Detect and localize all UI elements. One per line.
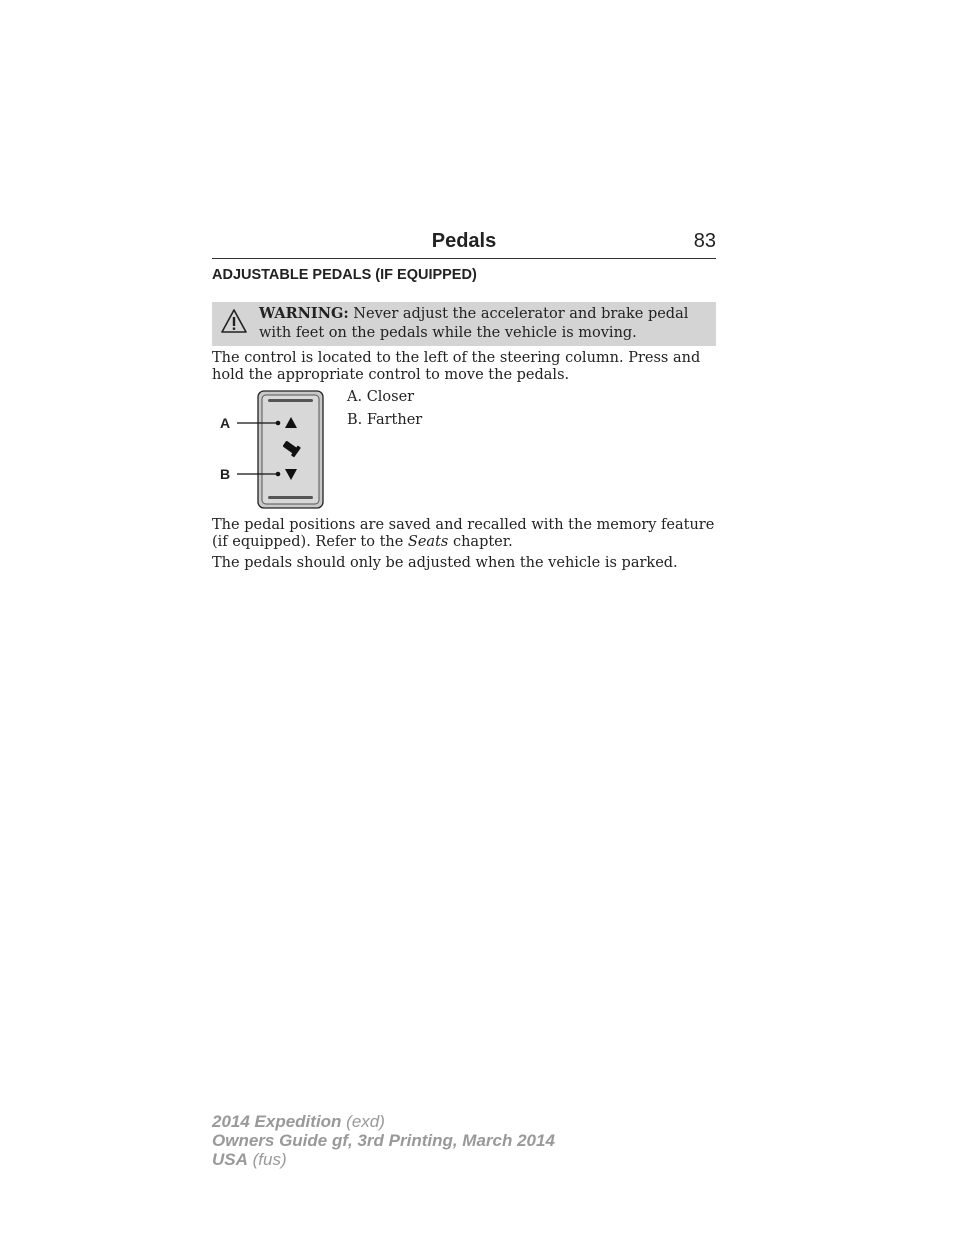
- warning-triangle-icon: [220, 308, 248, 334]
- pedal-control-figure: [212, 390, 332, 510]
- footer-line-3: [212, 1150, 555, 1169]
- warning-text: [259, 304, 709, 343]
- paragraph-parked: The pedals should only be adjusted when the vehicle is parked.: [212, 555, 678, 571]
- memory-text-start: The pedal positions are saved and recalled with the memory feature (if equipped). Refer to the: [212, 517, 715, 550]
- footer-region-code: (fus): [247, 1150, 287, 1169]
- footer-model-code: (exd): [341, 1112, 385, 1131]
- callout-b: B. Farther: [347, 412, 423, 428]
- page-title: Pedals: [431, 230, 497, 252]
- warning-label: WARNING:: [259, 305, 349, 322]
- page-number: 83: [693, 230, 716, 252]
- warning-box: [212, 302, 716, 346]
- footer-guide: Owners Guide gf, 3rd Printing, March 2014: [212, 1131, 555, 1150]
- page-header: [212, 228, 716, 259]
- section-heading: ADJUSTABLE PEDALS (IF EQUIPPED): [212, 267, 477, 283]
- callout-a: A. Closer: [347, 389, 415, 405]
- pedal-switch-illustration: [212, 390, 332, 510]
- figure-label-b: B: [220, 466, 231, 482]
- footer-line-2: [212, 1131, 555, 1150]
- footer-line-1: [212, 1112, 555, 1131]
- memory-text-end: chapter.: [448, 534, 513, 550]
- footer-model: 2014 Expedition: [212, 1112, 342, 1131]
- figure-label-a: A: [220, 415, 231, 431]
- paragraph-memory-feature: [212, 517, 716, 551]
- warning-message: Never adjust the accelerator and brake pedal with feet on the pedals while the vehicle is moving.: [259, 306, 689, 341]
- seats-chapter-reference: Seats: [407, 534, 449, 550]
- footer-region: USA: [212, 1150, 248, 1169]
- paragraph-control-location: The control is located to the left of the steering column. Press and hold the appropriate control to move the pedals.: [212, 350, 701, 383]
- page-footer: [212, 1112, 555, 1169]
